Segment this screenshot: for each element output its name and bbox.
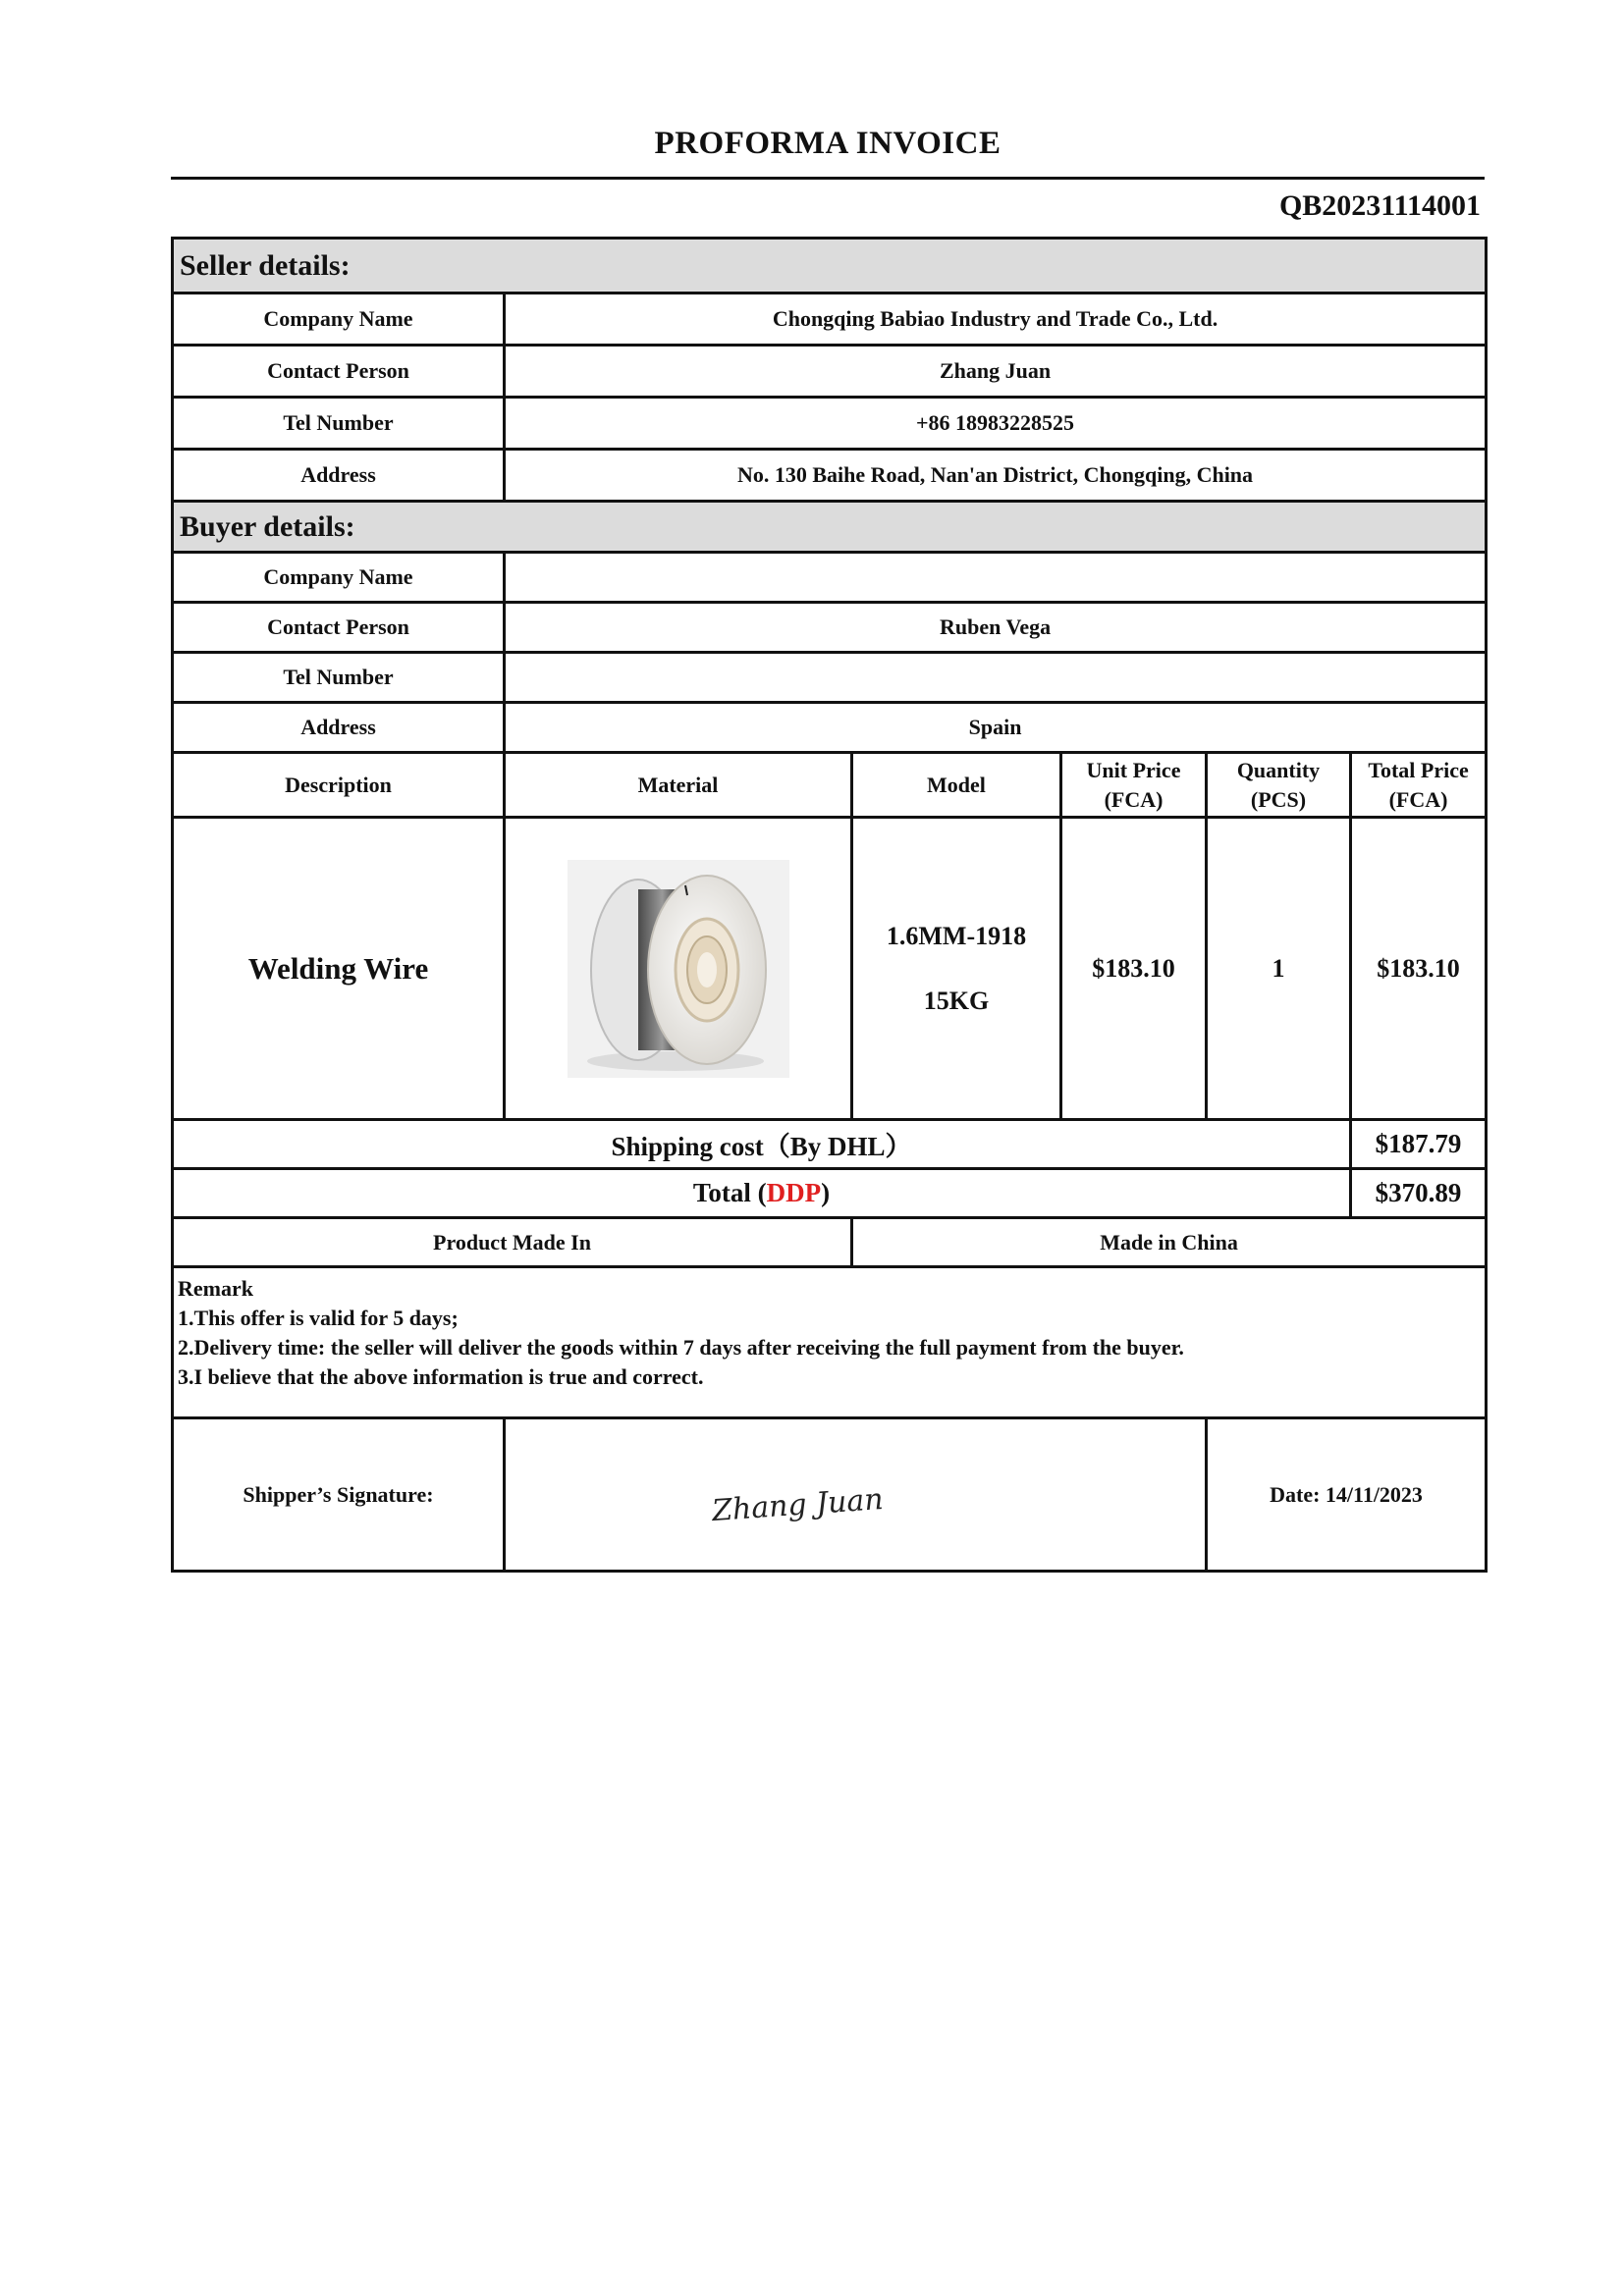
shipping-label: Shipping cost（By DHL）	[173, 1120, 1351, 1169]
seller-tel-row	[173, 398, 1487, 450]
total-row	[173, 1169, 1487, 1218]
remark-line: 1.This offer is valid for 5 days;	[178, 1306, 459, 1330]
buyer-tel-label: Tel Number	[173, 653, 505, 703]
shipping-row	[173, 1120, 1487, 1169]
page-title: PROFORMA INVOICE	[654, 126, 1001, 161]
seller-contact-label: Contact Person	[173, 346, 505, 398]
item-description: Welding Wire	[173, 818, 505, 1120]
seller-tel-label: Tel Number	[173, 398, 505, 450]
invoice-number: QB20231114001	[1278, 189, 1481, 222]
incoterm-ddp: DDP	[766, 1178, 822, 1207]
buyer-heading-row	[173, 502, 1487, 553]
seller-heading: Seller details:	[173, 239, 1487, 294]
remark-line: 3.I believe that the above information is true and correct.	[178, 1364, 704, 1389]
signature-cell	[505, 1418, 1207, 1572]
buyer-address-row	[173, 703, 1487, 753]
seller-company-row	[173, 294, 1487, 346]
col-description: Description	[173, 753, 505, 818]
item-quantity: 1	[1207, 818, 1351, 1120]
spool-illustration	[568, 860, 789, 1078]
col-quantity: Quantity (PCS)	[1207, 753, 1351, 818]
seller-contact-value: Zhang Juan	[505, 346, 1487, 398]
signature-date: Date: 14/11/2023	[1207, 1418, 1487, 1572]
title-rule	[171, 177, 1485, 180]
seller-company-value: Chongqing Babiao Industry and Trade Co., Ltd.	[505, 294, 1487, 346]
welding-wire-spool-image	[568, 860, 789, 1078]
seller-address-value: No. 130 Baihe Road, Nan'an District, Chongqing, China	[505, 450, 1487, 502]
seller-address-row	[173, 450, 1487, 502]
item-row	[173, 818, 1487, 1120]
seller-company-label: Company Name	[173, 294, 505, 346]
seller-contact-row	[173, 346, 1487, 398]
col-total-price: Total Price (FCA)	[1351, 753, 1487, 818]
col-unit-price: Unit Price (FCA)	[1061, 753, 1207, 818]
origin-value: Made in China	[852, 1218, 1487, 1267]
invoice-table	[171, 237, 1488, 1573]
buyer-company-value	[505, 553, 1487, 603]
signature-label: Shipper’s Signature:	[173, 1418, 505, 1572]
buyer-company-row	[173, 553, 1487, 603]
buyer-contact-label: Contact Person	[173, 603, 505, 653]
item-total-price: $183.10	[1351, 818, 1487, 1120]
shipping-value: $187.79	[1351, 1120, 1487, 1169]
item-material-image	[505, 818, 852, 1120]
item-model: 1.6MM-1918 15KG	[852, 818, 1061, 1120]
remark-heading: Remark	[178, 1276, 253, 1301]
remark-block	[173, 1267, 1487, 1418]
handwritten-signature: Zhang Juan	[710, 1481, 885, 1529]
buyer-contact-value: Ruben Vega	[505, 603, 1487, 653]
total-label: Total (DDP)	[173, 1169, 1351, 1218]
remark-line: 2.Delivery time: the seller will deliver the goods within 7 days after receiving the full payment from the buyer.	[178, 1335, 1184, 1360]
origin-label: Product Made In	[173, 1218, 852, 1267]
seller-address-label: Address	[173, 450, 505, 502]
col-material: Material	[505, 753, 852, 818]
buyer-address-value: Spain	[505, 703, 1487, 753]
seller-heading-row	[173, 239, 1487, 294]
buyer-tel-row	[173, 653, 1487, 703]
buyer-heading: Buyer details:	[173, 502, 1487, 553]
seller-tel-value: +86 18983228525	[505, 398, 1487, 450]
buyer-address-label: Address	[173, 703, 505, 753]
origin-row	[173, 1218, 1487, 1267]
buyer-contact-row	[173, 603, 1487, 653]
col-model: Model	[852, 753, 1061, 818]
signature-row	[173, 1418, 1487, 1572]
items-header-row	[173, 753, 1487, 818]
remark-row	[173, 1267, 1487, 1418]
total-value: $370.89	[1351, 1169, 1487, 1218]
buyer-company-label: Company Name	[173, 553, 505, 603]
item-unit-price: $183.10	[1061, 818, 1207, 1120]
buyer-tel-value	[505, 653, 1487, 703]
